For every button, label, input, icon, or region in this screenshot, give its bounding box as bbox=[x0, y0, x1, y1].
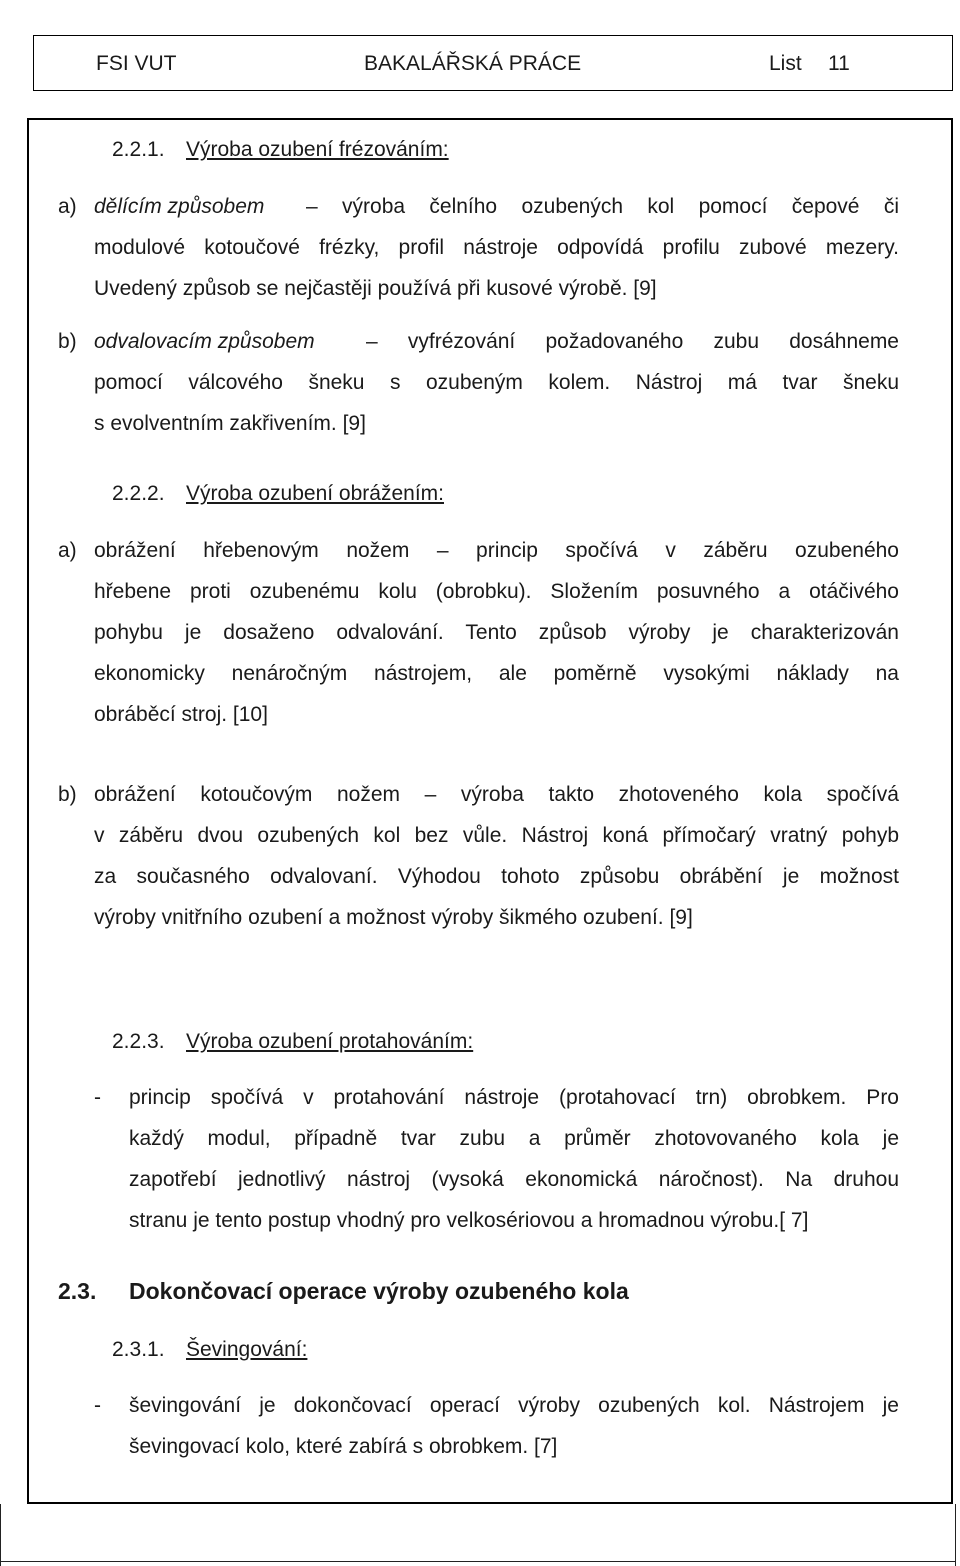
header-thesis-type: BAKALÁŘSKÁ PRÁCE bbox=[364, 52, 582, 75]
section-number-2-2-2: 2.2.2. bbox=[112, 482, 165, 505]
paragraph-line: každý modul, případně tvar zubu a průměr zhotovovaného kola je bbox=[129, 1127, 899, 1150]
paragraph-line: ekonomicky nenáročným nástrojem, ale poměrně vysokými náklady na bbox=[94, 662, 899, 685]
paragraph-line: za současného odvalovaní. Výhodou tohoto způsobu obrábění je možnost bbox=[94, 865, 899, 888]
item-marker-a: a) bbox=[58, 539, 77, 562]
page-header bbox=[33, 35, 953, 91]
section-title-2-3-1: Ševingování: bbox=[186, 1338, 308, 1361]
paragraph-line: princip spočívá v protahování nástroje (protahovací trn) obrobkem. Pro bbox=[129, 1086, 899, 1109]
paragraph-line: obrážení kotoučovým nožem – výroba takto zhotoveného kola spočívá bbox=[94, 783, 899, 806]
term-delicim-zpusobem: dělícím způsobem bbox=[94, 195, 265, 218]
section-number-2-2-3: 2.2.3. bbox=[112, 1030, 165, 1053]
paragraph-line: pohybu je dosaženo odvalování. Tento způsob výroby je charakterizován bbox=[94, 621, 899, 644]
paragraph-line: ševingovací kolo, které zabírá s obrobkem. [7] bbox=[129, 1435, 558, 1458]
paragraph-line: ševingování je dokončovací operací výroby ozubených kol. Nástrojem je bbox=[129, 1394, 899, 1417]
paragraph-line: modulové kotoučové frézky, profil nástroje odpovídá profilu zubové mezery. bbox=[94, 236, 899, 259]
page-border bbox=[0, 1504, 956, 1566]
paragraph-line: s evolventním zakřivením. [9] bbox=[94, 412, 366, 435]
paragraph-line: pomocí válcového šneku s ozubeným kolem. Nástroj má tvar šneku bbox=[94, 371, 899, 394]
header-school: FSI VUT bbox=[96, 52, 177, 75]
paragraph-line: – vyfrézování požadovaného zubu dosáhneme bbox=[366, 330, 899, 353]
item-marker-b: b) bbox=[58, 783, 77, 806]
header-sheet-label: List bbox=[769, 52, 802, 75]
chapter-number-2-3: 2.3. bbox=[58, 1278, 97, 1304]
chapter-title-2-3: Dokončovací operace výroby ozubeného kola bbox=[129, 1278, 629, 1304]
section-number-2-2-1: 2.2.1. bbox=[112, 138, 165, 161]
header-sheet-number: 11 bbox=[828, 52, 850, 75]
paragraph-line: stranu je tento postup vhodný pro velkosériovou a hromadnou výrobu.[ 7] bbox=[129, 1209, 809, 1232]
section-title-2-2-2: Výroba ozubení obrážením: bbox=[186, 482, 444, 505]
paragraph-line: – výroba čelního ozubených kol pomocí čepové či bbox=[306, 195, 899, 218]
paragraph-line: v záběru dvou ozubených kol bez vůle. Nástroj koná přímočarý vratný pohyb bbox=[94, 824, 899, 847]
section-title-2-2-3: Výroba ozubení protahováním: bbox=[186, 1030, 474, 1053]
paragraph-line: hřebene proti ozubenému kolu (obrobku). Složením posuvného a otáčivého bbox=[94, 580, 899, 603]
list-dash: - bbox=[94, 1086, 101, 1109]
section-title-2-2-1: Výroba ozubení frézováním: bbox=[186, 138, 449, 161]
item-marker-a: a) bbox=[58, 195, 77, 218]
paragraph-line: Uvedený způsob se nejčastěji používá při kusové výrobě. [9] bbox=[94, 277, 657, 300]
paragraph-line: obrážení hřebenovým nožem – princip spočívá v záběru ozubeného bbox=[94, 539, 899, 562]
section-number-2-3-1: 2.3.1. bbox=[112, 1338, 165, 1361]
page-border-bottom bbox=[0, 1561, 956, 1562]
paragraph-line: výroby vnitřního ozubení a možnost výroby šikmého ozubení. [9] bbox=[94, 906, 693, 929]
list-dash: - bbox=[94, 1394, 101, 1417]
paragraph-line: obráběcí stroj. [10] bbox=[94, 703, 268, 726]
term-odvalovacim-zpusobem: odvalovacím způsobem bbox=[94, 330, 315, 353]
item-marker-b: b) bbox=[58, 330, 77, 353]
paragraph-line: zapotřebí jednotlivý nástroj (vysoká ekonomická náročnost). Na druhou bbox=[129, 1168, 899, 1191]
